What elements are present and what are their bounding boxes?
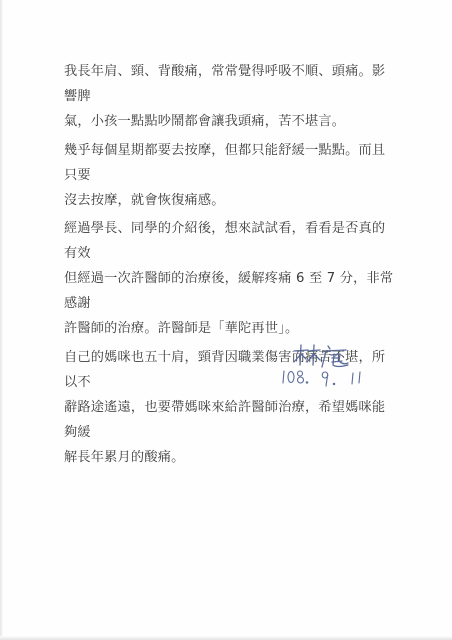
paragraph-2: 幾乎每個星期都要去按摩，但都只能舒緩一點點。而且只要 沒去按摩，就會恢復痛感。 <box>64 142 386 208</box>
paragraph-4: 自己的媽咪也五十肩，頸背因職業傷害而痛苦不堪，所以不 辭路途遙遠，也要帶媽咪來給許醫師治療，希望媽咪能夠緩 解長年累月的酸痛。 <box>64 349 386 465</box>
paragraph-3: 經過學長、同學的介紹後，想來試試看，看看是否真的有效 但經過一次許醫師的治療後，緩解疼痛 6 至 7 分，非常感謝 許醫師的治療。許醫師是「華陀再世」。 <box>64 221 394 336</box>
paragraph-1: 我長年肩、頸、背酸痛，常常覺得呼吸不順、頭痛。影響脾 氣，小孩一點點吵鬧都會讓我頭痛，苦不堪言。 <box>64 64 386 129</box>
testimonial-body <box>64 59 394 473</box>
scan-shadow-bottom <box>0 636 452 640</box>
handwritten-date <box>280 359 380 389</box>
scan-shadow-left <box>0 0 3 640</box>
